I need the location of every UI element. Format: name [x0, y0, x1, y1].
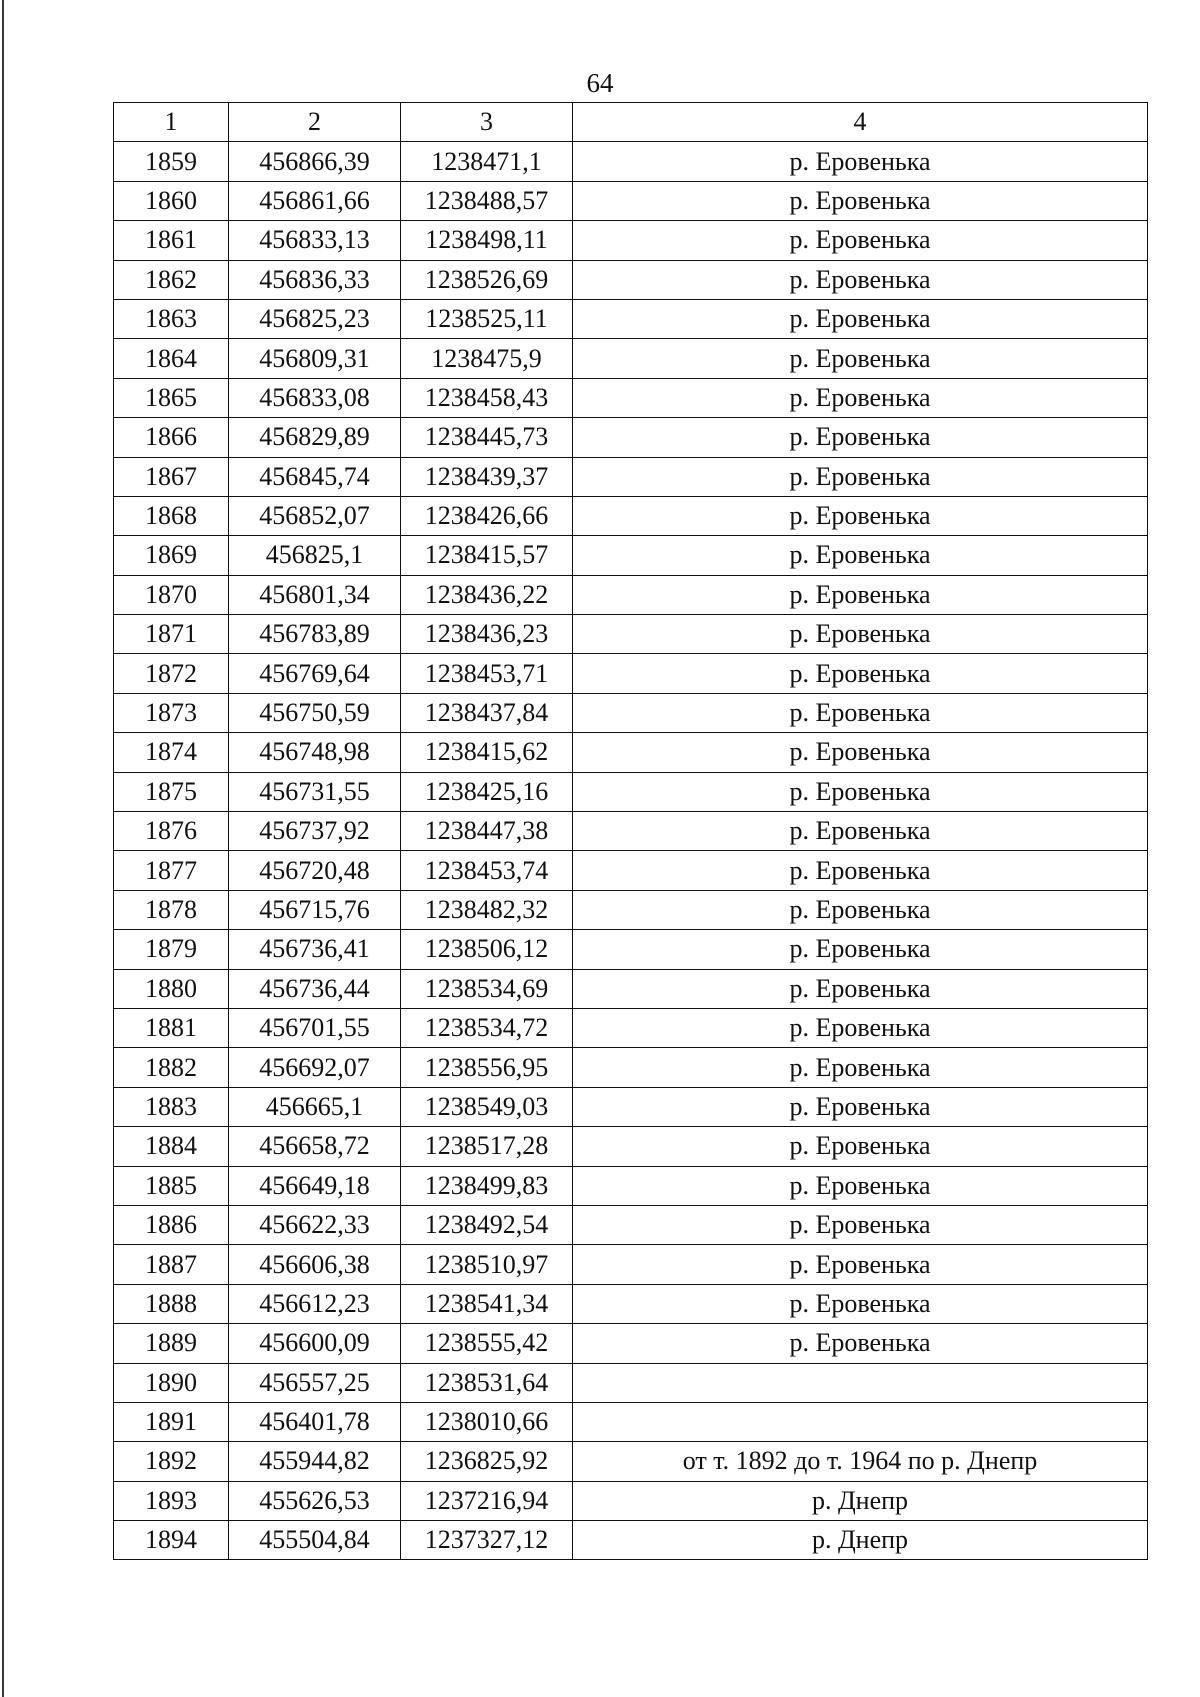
table-row: [114, 1008, 1148, 1047]
coordinate-y-cell: 1238534,69: [401, 969, 573, 1008]
point-number-cell: 1865: [114, 378, 229, 417]
point-number-cell: 1886: [114, 1205, 229, 1244]
table-row: [114, 1127, 1148, 1166]
point-number-cell: 1863: [114, 299, 229, 338]
coordinate-y-cell: 1238439,37: [401, 457, 573, 496]
point-number-cell: 1868: [114, 496, 229, 535]
coordinate-y-cell: 1238445,73: [401, 418, 573, 457]
table-row: [114, 693, 1148, 732]
coordinate-x-cell: 456731,55: [229, 772, 401, 811]
coordinate-x-cell: 456600,09: [229, 1324, 401, 1363]
coordinate-y-cell: 1238437,84: [401, 693, 573, 732]
point-number-cell: 1859: [114, 142, 229, 181]
coordinate-x-cell: 456658,72: [229, 1127, 401, 1166]
coordinate-x-cell: 456401,78: [229, 1402, 401, 1441]
point-number-cell: 1875: [114, 772, 229, 811]
point-number-cell: 1874: [114, 733, 229, 772]
point-number-cell: 1878: [114, 890, 229, 929]
coordinates-table: [113, 102, 1148, 1560]
description-cell: р. Еровенька: [573, 418, 1148, 457]
coordinate-x-cell: 456692,07: [229, 1048, 401, 1087]
description-cell: р. Еровенька: [573, 181, 1148, 220]
coordinate-x-cell: 456866,39: [229, 142, 401, 181]
coordinate-x-cell: 455504,84: [229, 1521, 401, 1560]
point-number-cell: 1861: [114, 221, 229, 260]
point-number-cell: 1860: [114, 181, 229, 220]
point-number-cell: 1871: [114, 615, 229, 654]
table-row: [114, 1442, 1148, 1481]
coordinate-x-cell: 456649,18: [229, 1166, 401, 1205]
description-cell: р. Еровенька: [573, 969, 1148, 1008]
coordinate-y-cell: 1238555,42: [401, 1324, 573, 1363]
column-header-1: 1: [114, 103, 229, 142]
description-cell: р. Еровенька: [573, 299, 1148, 338]
point-number-cell: 1870: [114, 575, 229, 614]
description-cell: р. Еровенька: [573, 496, 1148, 535]
coordinate-x-cell: 456557,25: [229, 1363, 401, 1402]
coordinate-x-cell: 456736,41: [229, 930, 401, 969]
table-row: [114, 1521, 1148, 1560]
description-cell: р. Еровенька: [573, 812, 1148, 851]
table-row: [114, 1087, 1148, 1126]
coordinate-y-cell: 1238415,57: [401, 536, 573, 575]
point-number-cell: 1891: [114, 1402, 229, 1441]
coordinate-x-cell: 456606,38: [229, 1245, 401, 1284]
description-cell: р. Еровенька: [573, 615, 1148, 654]
description-cell: р. Еровенька: [573, 1324, 1148, 1363]
description-cell: р. Еровенька: [573, 733, 1148, 772]
description-cell: р. Еровенька: [573, 260, 1148, 299]
description-cell: р. Еровенька: [573, 1127, 1148, 1166]
table-row: [114, 260, 1148, 299]
table-row: [114, 536, 1148, 575]
point-number-cell: 1879: [114, 930, 229, 969]
coordinate-x-cell: 456829,89: [229, 418, 401, 457]
coordinate-y-cell: 1238517,28: [401, 1127, 573, 1166]
table-row: [114, 654, 1148, 693]
coordinate-x-cell: 456833,13: [229, 221, 401, 260]
table-row: [114, 1048, 1148, 1087]
coordinate-y-cell: 1238453,74: [401, 851, 573, 890]
table-row: [114, 1324, 1148, 1363]
point-number-cell: 1869: [114, 536, 229, 575]
coordinate-y-cell: 1238498,11: [401, 221, 573, 260]
coordinate-x-cell: 456769,64: [229, 654, 401, 693]
point-number-cell: 1887: [114, 1245, 229, 1284]
description-cell: р. Еровенька: [573, 772, 1148, 811]
description-cell: р. Еровенька: [573, 378, 1148, 417]
coordinate-x-cell: 456737,92: [229, 812, 401, 851]
coordinate-y-cell: 1238549,03: [401, 1087, 573, 1126]
point-number-cell: 1894: [114, 1521, 229, 1560]
coordinate-x-cell: 456809,31: [229, 339, 401, 378]
description-cell: р. Еровенька: [573, 890, 1148, 929]
coordinate-x-cell: 455626,53: [229, 1481, 401, 1520]
coordinate-y-cell: 1238534,72: [401, 1008, 573, 1047]
table-row: [114, 1205, 1148, 1244]
scan-edge-line: [2, 0, 4, 1697]
description-cell: от т. 1892 до т. 1964 по р. Днепр: [573, 1442, 1148, 1481]
coordinate-y-cell: 1237216,94: [401, 1481, 573, 1520]
coordinate-y-cell: 1238436,23: [401, 615, 573, 654]
coordinate-y-cell: 1238492,54: [401, 1205, 573, 1244]
coordinate-y-cell: 1238531,64: [401, 1363, 573, 1402]
table-row: [114, 851, 1148, 890]
page-number: 64: [586, 68, 614, 98]
description-cell: р. Еровенька: [573, 221, 1148, 260]
table-header-row: [114, 103, 1148, 142]
coordinate-x-cell: 456665,1: [229, 1087, 401, 1126]
coordinate-y-cell: 1238475,9: [401, 339, 573, 378]
table-row: [114, 1363, 1148, 1402]
description-cell: р. Еровенька: [573, 1048, 1148, 1087]
coordinate-x-cell: 456852,07: [229, 496, 401, 535]
coordinate-x-cell: 456701,55: [229, 1008, 401, 1047]
description-cell: р. Днепр: [573, 1521, 1148, 1560]
coordinate-x-cell: 456748,98: [229, 733, 401, 772]
description-cell: р. Еровенька: [573, 575, 1148, 614]
coordinate-y-cell: 1238415,62: [401, 733, 573, 772]
coordinate-x-cell: 456861,66: [229, 181, 401, 220]
description-cell: р. Еровенька: [573, 1166, 1148, 1205]
point-number-cell: 1885: [114, 1166, 229, 1205]
coordinate-y-cell: 1238510,97: [401, 1245, 573, 1284]
point-number-cell: 1892: [114, 1442, 229, 1481]
description-cell: р. Еровенька: [573, 1008, 1148, 1047]
point-number-cell: 1872: [114, 654, 229, 693]
coordinate-y-cell: 1238499,83: [401, 1166, 573, 1205]
point-number-cell: 1877: [114, 851, 229, 890]
coordinate-y-cell: 1238482,32: [401, 890, 573, 929]
description-cell: р. Еровенька: [573, 654, 1148, 693]
table-row: [114, 457, 1148, 496]
table-row: [114, 378, 1148, 417]
coordinate-y-cell: 1238453,71: [401, 654, 573, 693]
column-header-4: 4: [573, 103, 1148, 142]
column-header-3: 3: [401, 103, 573, 142]
description-cell: р. Еровенька: [573, 536, 1148, 575]
coordinate-y-cell: 1238471,1: [401, 142, 573, 181]
point-number-cell: 1876: [114, 812, 229, 851]
coordinate-x-cell: 456783,89: [229, 615, 401, 654]
description-cell: р. Еровенька: [573, 1087, 1148, 1126]
coordinate-y-cell: 1238541,34: [401, 1284, 573, 1323]
table-row: [114, 890, 1148, 929]
coordinate-x-cell: 456612,23: [229, 1284, 401, 1323]
coordinate-y-cell: 1238525,11: [401, 299, 573, 338]
table-row: [114, 930, 1148, 969]
table-row: [114, 575, 1148, 614]
description-cell: р. Еровенька: [573, 339, 1148, 378]
coordinate-y-cell: 1238556,95: [401, 1048, 573, 1087]
coordinate-y-cell: 1238506,12: [401, 930, 573, 969]
description-cell: р. Еровенька: [573, 457, 1148, 496]
table-row: [114, 733, 1148, 772]
column-header-2: 2: [229, 103, 401, 142]
point-number-cell: 1882: [114, 1048, 229, 1087]
coordinate-y-cell: 1238458,43: [401, 378, 573, 417]
table-row: [114, 969, 1148, 1008]
point-number-cell: 1890: [114, 1363, 229, 1402]
table-row: [114, 772, 1148, 811]
coordinate-x-cell: 455944,82: [229, 1442, 401, 1481]
coordinate-y-cell: 1238488,57: [401, 181, 573, 220]
point-number-cell: 1883: [114, 1087, 229, 1126]
table-row: [114, 339, 1148, 378]
coordinate-x-cell: 456715,76: [229, 890, 401, 929]
coordinate-y-cell: 1238526,69: [401, 260, 573, 299]
coordinate-x-cell: 456801,34: [229, 575, 401, 614]
point-number-cell: 1893: [114, 1481, 229, 1520]
description-cell: р. Еровенька: [573, 1284, 1148, 1323]
point-number-cell: 1862: [114, 260, 229, 299]
coordinate-y-cell: 1238425,16: [401, 772, 573, 811]
coordinate-y-cell: 1238010,66: [401, 1402, 573, 1441]
table-row: [114, 418, 1148, 457]
point-number-cell: 1888: [114, 1284, 229, 1323]
table-row: [114, 1245, 1148, 1284]
table-row: [114, 181, 1148, 220]
description-cell: р. Еровенька: [573, 1205, 1148, 1244]
coordinate-x-cell: 456845,74: [229, 457, 401, 496]
coordinate-y-cell: 1238426,66: [401, 496, 573, 535]
table-row: [114, 812, 1148, 851]
coordinate-y-cell: 1237327,12: [401, 1521, 573, 1560]
description-cell: р. Еровенька: [573, 693, 1148, 732]
coordinate-x-cell: 456836,33: [229, 260, 401, 299]
point-number-cell: 1866: [114, 418, 229, 457]
coordinate-x-cell: 456622,33: [229, 1205, 401, 1244]
description-cell: [573, 1402, 1148, 1441]
table-row: [114, 142, 1148, 181]
coordinate-x-cell: 456720,48: [229, 851, 401, 890]
point-number-cell: 1881: [114, 1008, 229, 1047]
table-row: [114, 299, 1148, 338]
point-number-cell: 1873: [114, 693, 229, 732]
description-cell: р. Еровенька: [573, 1245, 1148, 1284]
table-row: [114, 221, 1148, 260]
description-cell: р. Еровенька: [573, 851, 1148, 890]
table-row: [114, 496, 1148, 535]
coordinate-y-cell: 1236825,92: [401, 1442, 573, 1481]
point-number-cell: 1864: [114, 339, 229, 378]
description-cell: р. Еровенька: [573, 142, 1148, 181]
coordinate-x-cell: 456833,08: [229, 378, 401, 417]
coordinate-y-cell: 1238436,22: [401, 575, 573, 614]
description-cell: р. Еровенька: [573, 930, 1148, 969]
description-cell: [573, 1363, 1148, 1402]
table-row: [114, 1166, 1148, 1205]
point-number-cell: 1889: [114, 1324, 229, 1363]
point-number-cell: 1867: [114, 457, 229, 496]
point-number-cell: 1880: [114, 969, 229, 1008]
table-row: [114, 1284, 1148, 1323]
coordinate-y-cell: 1238447,38: [401, 812, 573, 851]
coordinate-x-cell: 456736,44: [229, 969, 401, 1008]
coordinate-x-cell: 456825,1: [229, 536, 401, 575]
point-number-cell: 1884: [114, 1127, 229, 1166]
table-row: [114, 1402, 1148, 1441]
description-cell: р. Днепр: [573, 1481, 1148, 1520]
coordinate-x-cell: 456750,59: [229, 693, 401, 732]
table-row: [114, 615, 1148, 654]
table-row: [114, 1481, 1148, 1520]
coordinate-x-cell: 456825,23: [229, 299, 401, 338]
